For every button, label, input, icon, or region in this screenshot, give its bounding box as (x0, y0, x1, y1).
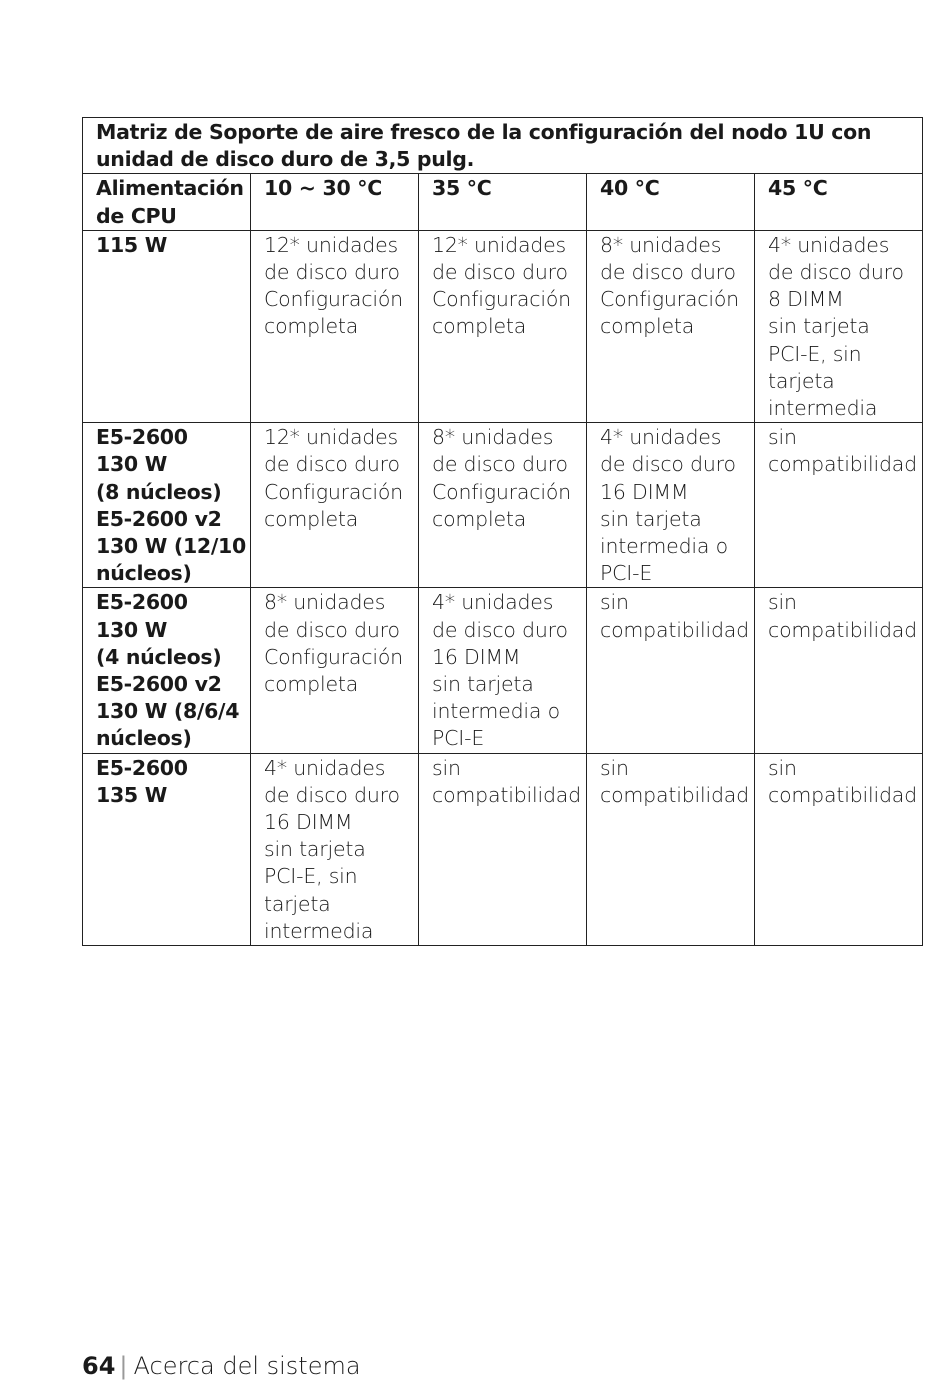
table-row (83, 230, 923, 422)
table-cell: 8* unidades de disco duro Configuración completa (587, 230, 755, 422)
header-cpu-power: Alimentación de CPU (83, 174, 251, 230)
air-support-matrix-table (82, 117, 923, 946)
table-cell: 8* unidades de disco duro Configuración completa (419, 423, 587, 588)
table-cell: 4* unidades de disco duro 16 DIMM sin tarjeta intermedia o PCI-E (587, 423, 755, 588)
table-row (83, 753, 923, 945)
header-45c: 45 °C (755, 174, 923, 230)
table-title-row (83, 118, 923, 174)
header-40c: 40 °C (587, 174, 755, 230)
table-cell: 12* unidades de disco duro Configuración completa (251, 230, 419, 422)
table-cell: sin compatibilidad (419, 753, 587, 945)
row-cpu-cell: E5-2600 130 W (8 núcleos) E5-2600 v2 130 W (12/10 núcleos) (83, 423, 251, 588)
page-footer (82, 1352, 361, 1380)
table-cell: sin compatibilidad (587, 753, 755, 945)
table-cell: sin compatibilidad (587, 588, 755, 753)
table-cell: sin compatibilidad (755, 588, 923, 753)
table-cell: 12* unidades de disco duro Configuración completa (251, 423, 419, 588)
table-cell: 8* unidades de disco duro Configuración completa (251, 588, 419, 753)
header-35c: 35 °C (419, 174, 587, 230)
header-10-30c: 10 ~ 30 °C (251, 174, 419, 230)
table-header-row (83, 174, 923, 230)
row-cpu-cell: 115 W (83, 230, 251, 422)
table-cell: sin compatibilidad (755, 753, 923, 945)
table-cell: 4* unidades de disco duro 8 DIMM sin tarjeta PCI-E, sin tarjeta intermedia (755, 230, 923, 422)
table-cell: sin compatibilidad (755, 423, 923, 588)
table-cell: 4* unidades de disco duro 16 DIMM sin tarjeta PCI-E, sin tarjeta intermedia (251, 753, 419, 945)
row-cpu-cell: E5-2600 135 W (83, 753, 251, 945)
table-row (83, 423, 923, 588)
table-row (83, 588, 923, 753)
table-cell: 4* unidades de disco duro 16 DIMM sin tarjeta intermedia o PCI-E (419, 588, 587, 753)
page-number: 64 (82, 1352, 116, 1380)
row-cpu-cell: E5-2600 130 W (4 núcleos) E5-2600 v2 130 W (8/6/4 núcleos) (83, 588, 251, 753)
table-title: Matriz de Soporte de aire fresco de la configuración del nodo 1U con unidad de disco duro de 3,5 pulg. (83, 118, 923, 174)
footer-section-title: Acerca del sistema (133, 1352, 361, 1380)
footer-separator: | (119, 1352, 128, 1380)
table-cell: 12* unidades de disco duro Configuración completa (419, 230, 587, 422)
